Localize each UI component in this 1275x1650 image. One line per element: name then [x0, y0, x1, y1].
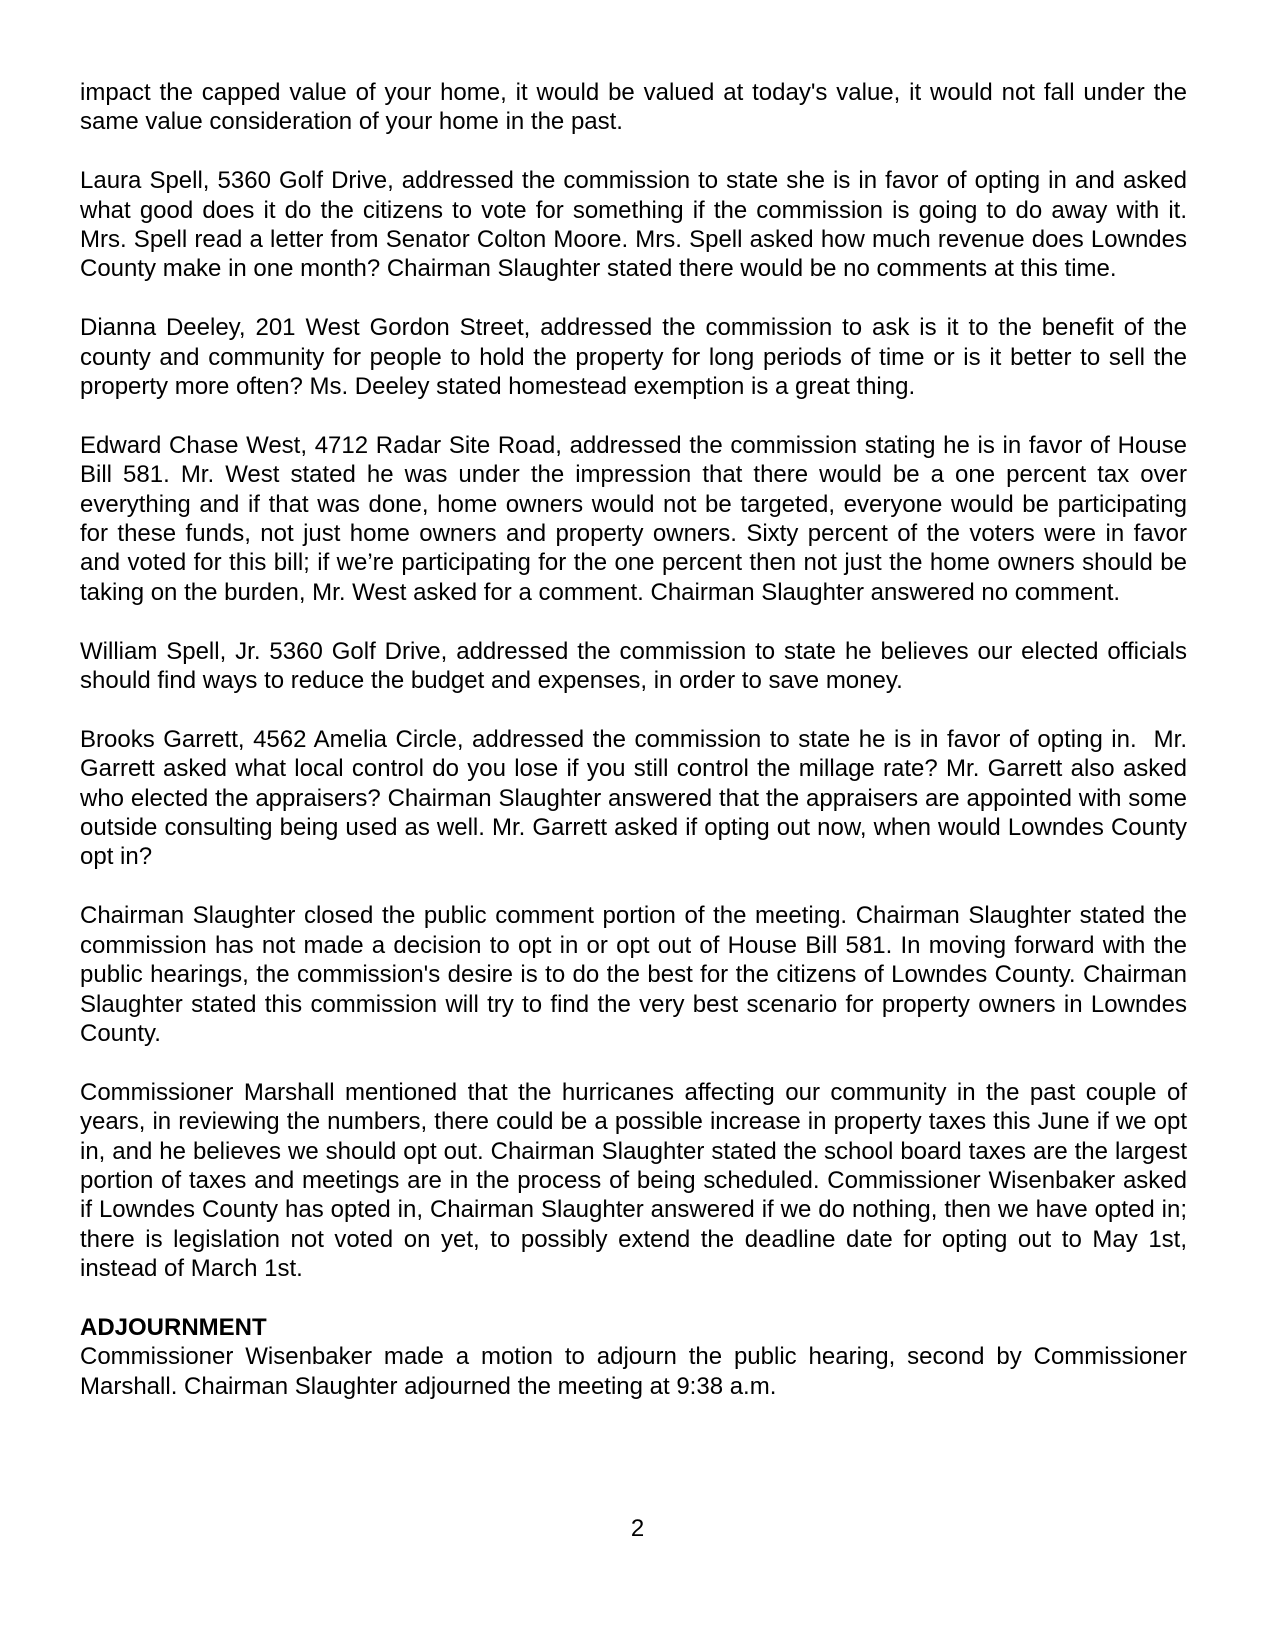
- paragraph-dianna-deeley: Dianna Deeley, 201 West Gordon Street, addressed the commission to ask is it to the benefit of the county and community for people to hold the property for long periods of time or is it better to sell the property more often? Ms. Deeley stated homestead exemption is a great thing.: [80, 314, 1187, 401]
- paragraph-public-comment-closed: Chairman Slaughter closed the public comment portion of the meeting. Chairman Slaughter stated the commission has not made a decision to opt in or opt out of House Bill 581. In moving forward with the public hearings, the commission's desire is to do the best for the citizens of Lowndes County. Chairman Slaughter stated this commission will try to find the very best scenario for property owners in Lowndes County.: [80, 902, 1187, 1047]
- paragraph-laura-spell: Laura Spell, 5360 Golf Drive, addressed the commission to state she is in favor of opting in and asked what good does it do the citizens to vote for something if the commission is going to do away with it. Mrs. Spell read a letter from Senator Colton Moore. Mrs. Spell asked how much revenue does Lowndes County make in one month? Chairman Slaughter stated there would be no comments at this time.: [80, 167, 1187, 283]
- page-number: 2: [630, 1515, 645, 1542]
- paragraph-commissioner-marshall: Commissioner Marshall mentioned that the hurricanes affecting our community in the past couple of years, in reviewing the numbers, there could be a possible increase in property taxes this June if we opt in, and he believes we should opt out. Chairman Slaughter stated the school board taxes are the largest portion of taxes and meetings are in the process of being scheduled. Commissioner Wisenbaker asked if Lowndes County has opted in, Chairman Slaughter answered if we do nothing, then we have opted in; there is legislation not voted on yet, to possibly extend the deadline date for opting out to May 1st, instead of March 1st.: [80, 1078, 1187, 1283]
- paragraph-capped-value-continuation: impact the capped value of your home, it would be valued at today's value, it would not fall under the same value consideration of your home in the past.: [80, 79, 1187, 136]
- paragraph-adjournment: Commissioner Wisenbaker made a motion to adjourn the public hearing, second by Commissioner Marshall. Chairman Slaughter adjourned the meeting at 9:38 a.m.: [80, 1343, 1187, 1400]
- adjournment-heading: ADJOURNMENT: [80, 1313, 267, 1341]
- paragraph-william-spell: William Spell, Jr. 5360 Golf Drive, addressed the commission to state he believes our elected officials should find ways to reduce the budget and expenses, in order to save money.: [80, 637, 1187, 695]
- paragraph-edward-chase-west: Edward Chase West, 4712 Radar Site Road, addressed the commission stating he is in favor of House Bill 581. Mr. West stated he was under the impression that there would be a one percent tax over everything and if that was done, home owners would not be targeted, everyone would be participating for these funds, not just home owners and property owners. Sixty percent of the voters were in favor and voted for this bill; if we’re participating for the one percent then not just the home owners should be taking on the burden, Mr. West asked for a comment. Chairman Slaughter answered no comment.: [80, 431, 1187, 606]
- paragraph-brooks-garrett: Brooks Garrett, 4562 Amelia Circle, addressed the commission to state he is in favor of opting in. Mr. Garrett asked what local control do you lose if you still control the millage rate? Mr. Garrett also asked who elected the appraisers? Chairman Slaughter answered that the appraisers are appointed with some outside consulting being used as well. Mr. Garrett asked if opting out now, when would Lowndes County opt in?: [80, 725, 1187, 871]
